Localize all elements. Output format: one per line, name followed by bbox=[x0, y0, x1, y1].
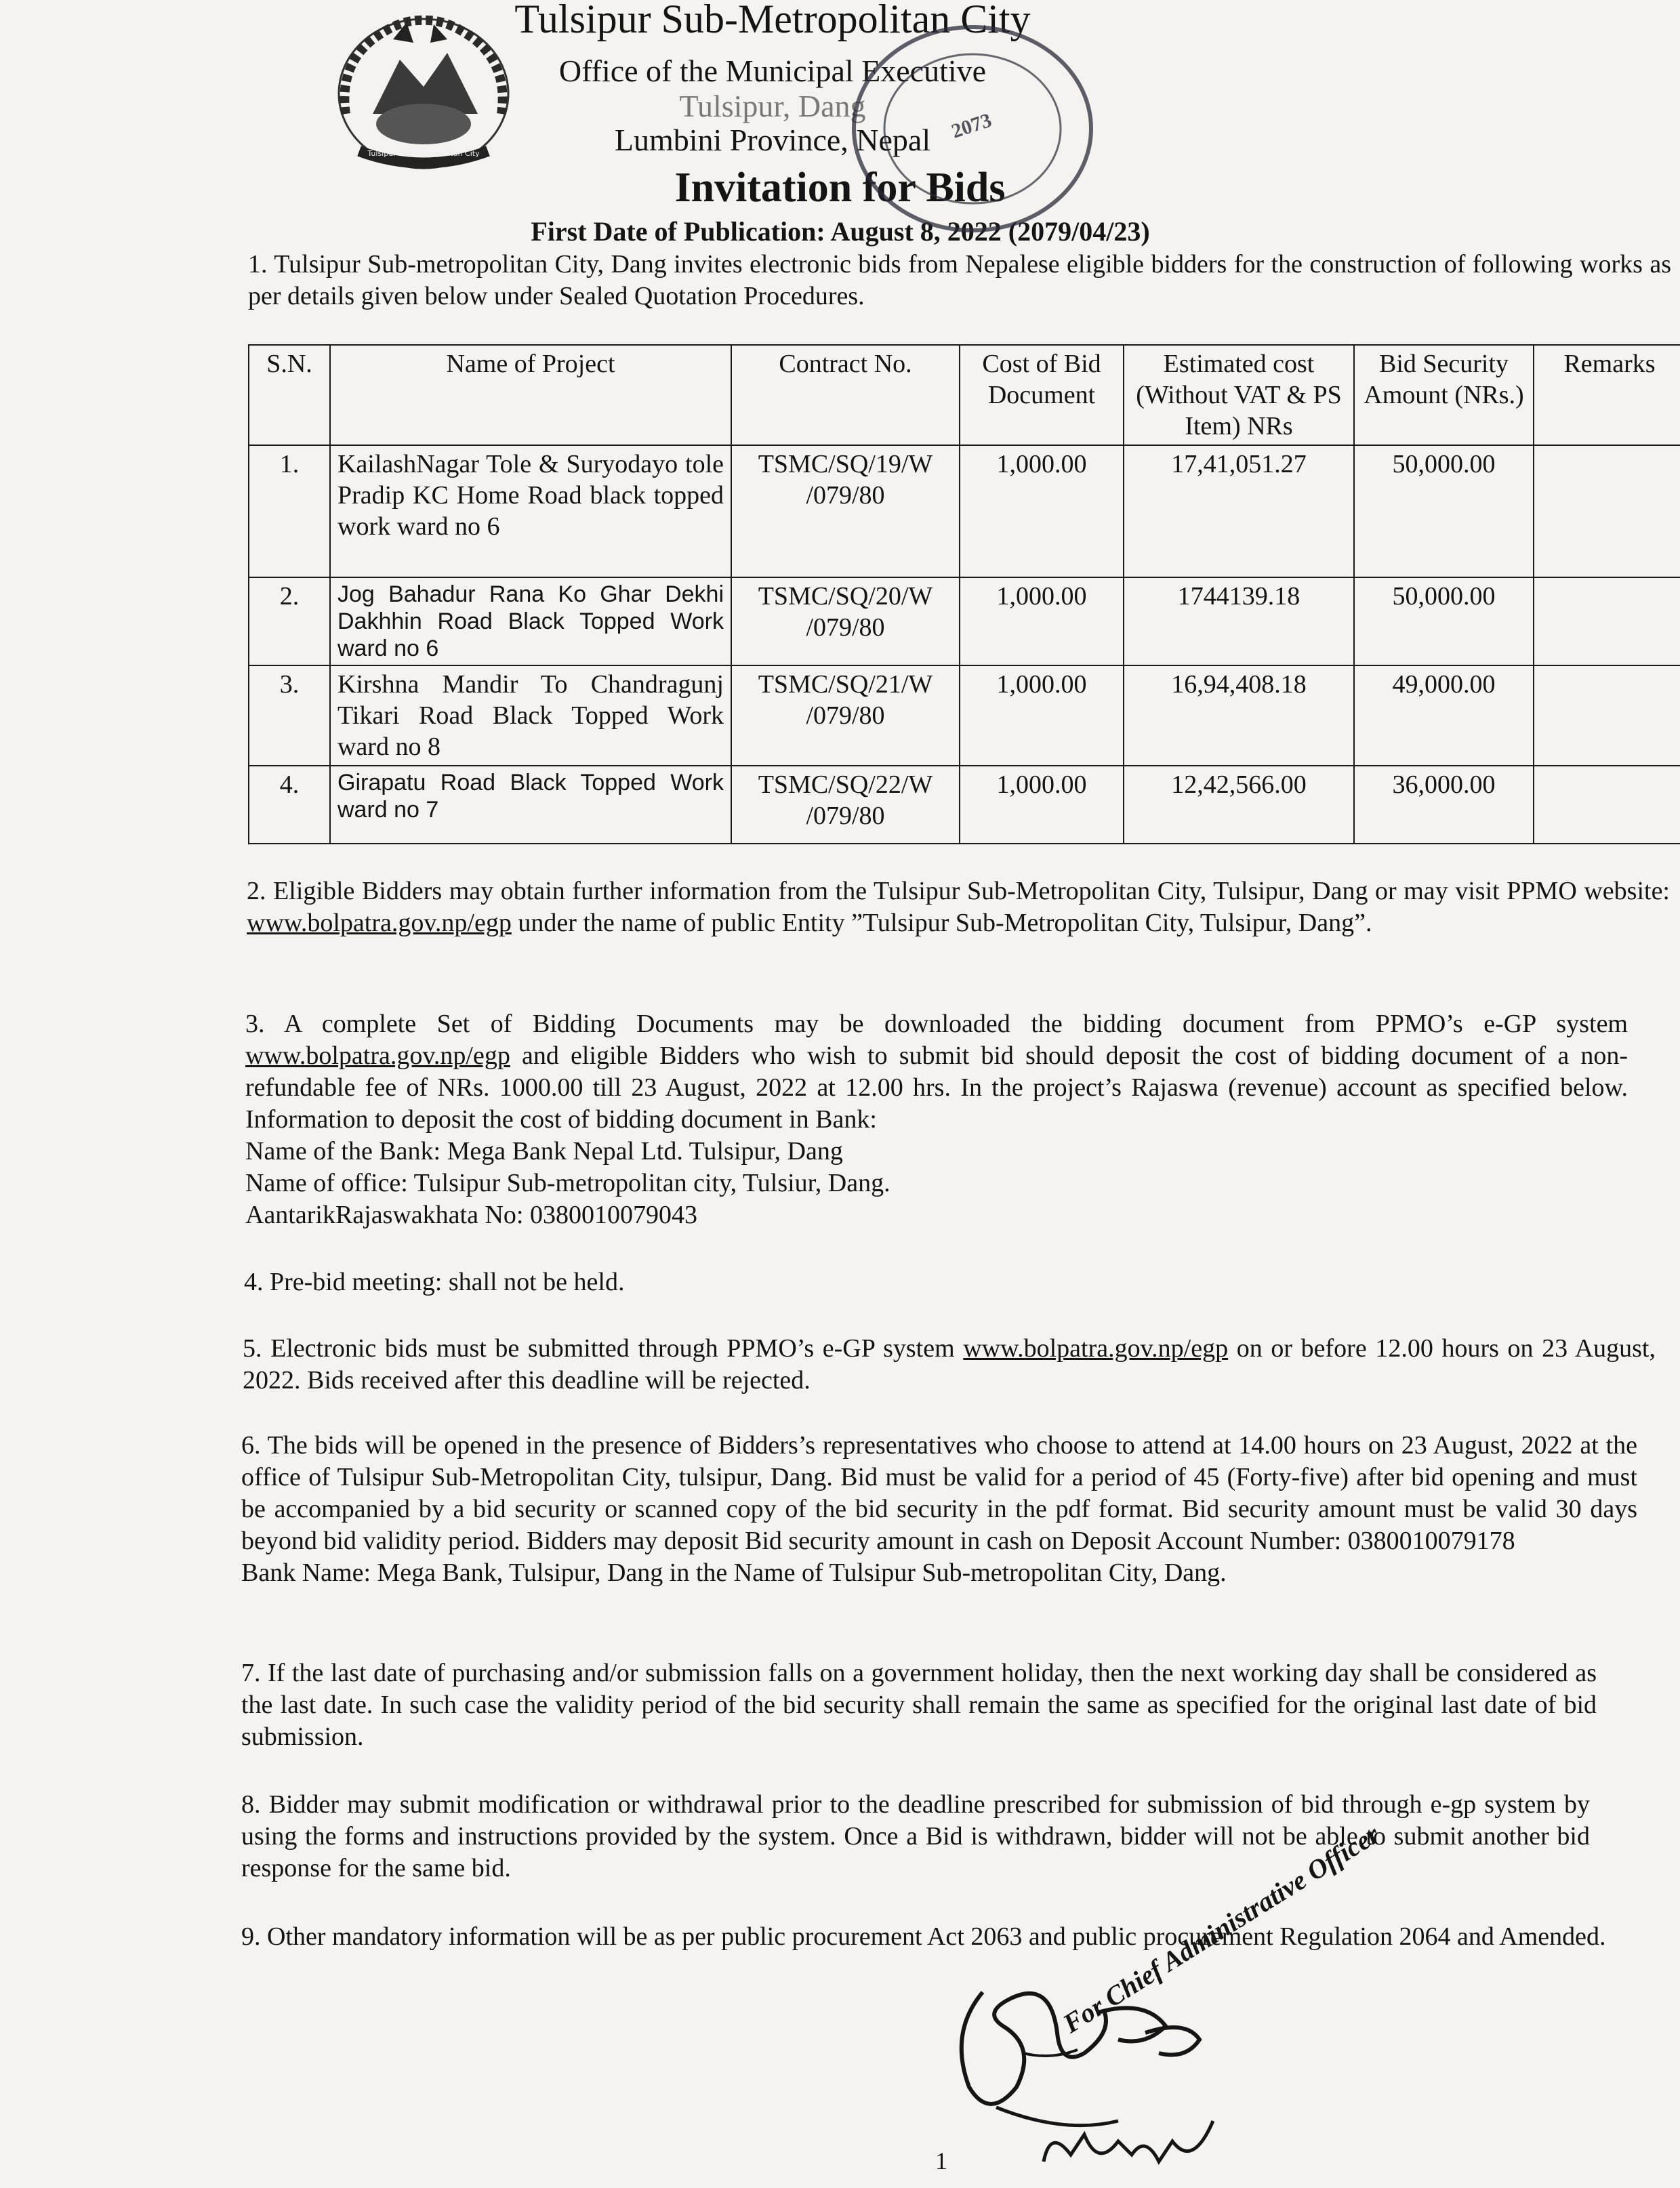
paragraph-8: 8. Bidder may submit modification or withdrawal prior to the deadline prescribed for submission of bid through e-gp system by using the forms and instructions provided by the system. Once a Bid is withdrawn, bidder will not be able to submit another bid response for the same bid. bbox=[241, 1790, 1590, 1882]
cell-project: Jog Bahadur Rana Ko Ghar Dekhi Dakhhin Road Black Topped Work ward no 6 bbox=[330, 577, 731, 665]
cell-contract: TSMC/SQ/22/W /079/80 bbox=[731, 766, 960, 844]
table-row bbox=[249, 665, 1680, 766]
cell-remarks bbox=[1534, 577, 1680, 665]
table-row bbox=[249, 577, 1680, 665]
table-row bbox=[249, 445, 1680, 577]
publication-date: First Date of Publication: August 8, 2022 (2079/04/23) bbox=[531, 216, 1150, 247]
cell-contract: TSMC/SQ/20/W /079/80 bbox=[731, 577, 960, 665]
cell-estimate: 1744139.18 bbox=[1124, 577, 1354, 665]
page-number: 1 bbox=[935, 2147, 947, 2174]
office-stamp-icon bbox=[813, 14, 1132, 244]
egp-link[interactable]: www.bolpatra.gov.np/egp bbox=[963, 1334, 1229, 1363]
cell-project: Girapatu Road Black Topped Work ward no 7 bbox=[330, 766, 731, 844]
intro-paragraph: 1. Tulsipur Sub-metropolitan City, Dang invites electronic bids from Nepalese eligible bidders for the construction of following works as per details given below under Sealed Quotation Procedures. bbox=[248, 250, 1671, 310]
cell-security: 50,000.00 bbox=[1354, 577, 1534, 665]
column-header-remarks: Remarks bbox=[1534, 345, 1680, 445]
cell-sn: 4. bbox=[249, 766, 330, 844]
cell-bid-cost: 1,000.00 bbox=[960, 445, 1124, 577]
bank-name-line: Name of the Bank: Mega Bank Nepal Ltd. Tulsipur, Dang bbox=[245, 1137, 843, 1165]
cell-estimate: 17,41,051.27 bbox=[1124, 445, 1354, 577]
cell-remarks bbox=[1534, 665, 1680, 766]
paragraph-2: 2. Eligible Bidders may obtain further information from the Tulsipur Sub-Metropolitan City, Tulsipur, Dang or may visit PPMO website: www.bolpatra.gov.np/egp under the name of public Entity ”Tulsipur Sub-Metropolitan City, Tulsipur, Dang”. bbox=[247, 877, 1670, 937]
stamp-number: 2073 bbox=[948, 108, 995, 143]
cell-remarks bbox=[1534, 766, 1680, 844]
egp-link[interactable]: www.bolpatra.gov.np/egp bbox=[245, 1041, 510, 1070]
cell-project: Kirshna Mandir To Chandragunj Tikari Road Black Topped Work ward no 8 bbox=[330, 665, 731, 766]
column-header-bid-cost: Cost of Bid Document bbox=[960, 345, 1124, 445]
paragraph-5: 5. Electronic bids must be submitted through PPMO’s e-GP system www.bolpatra.gov.np/egp on or before 12.00 hours on 23 August, 2022. Bids received after this deadline will be rejected. bbox=[243, 1334, 1656, 1395]
column-header-estimate: Estimated cost (Without VAT & PS Item) NRs bbox=[1124, 345, 1354, 445]
paragraph-9: 9. Other mandatory information will be as per public procurement Act 2063 and public procurement Regulation 2064 and Amended. bbox=[241, 1922, 1606, 1951]
cell-remarks bbox=[1534, 445, 1680, 577]
cell-contract: TSMC/SQ/19/W /079/80 bbox=[731, 445, 960, 577]
cell-sn: 1. bbox=[249, 445, 330, 577]
signatory-role: For Chief Administrative Officer bbox=[1057, 1819, 1385, 2040]
cell-security: 36,000.00 bbox=[1354, 766, 1534, 844]
office-location: Tulsipur, Dang bbox=[679, 89, 866, 123]
column-header-contract: Contract No. bbox=[731, 345, 960, 445]
column-header-security: Bid Security Amount (NRs.) bbox=[1354, 345, 1534, 445]
column-header-sn: S.N. bbox=[249, 345, 330, 445]
cell-contract: TSMC/SQ/21/W /079/80 bbox=[731, 665, 960, 766]
cell-estimate: 12,42,566.00 bbox=[1124, 766, 1354, 844]
province-line: Lumbini Province, Nepal bbox=[614, 123, 931, 157]
bid-security-bank-line: Bank Name: Mega Bank, Tulsipur, Dang in the Name of Tulsipur Sub-metropolitan City, Dang. bbox=[241, 1559, 1227, 1587]
cell-bid-cost: 1,000.00 bbox=[960, 766, 1124, 844]
paragraph-7: 7. If the last date of purchasing and/or submission falls on a government holiday, then the next working day shall be considered as the last date. In such case the validity period of the bid security shall remain the same as specified for the original last date of bid submission. bbox=[241, 1659, 1597, 1751]
revenue-account-line: AantarikRajaswakhata No: 0380010079043 bbox=[245, 1201, 697, 1229]
cell-sn: 3. bbox=[249, 665, 330, 766]
egp-link[interactable]: www.bolpatra.gov.np/egp bbox=[247, 909, 512, 937]
municipality-title: Tulsipur Sub-Metropolitan City bbox=[514, 0, 1031, 41]
bids-table bbox=[248, 344, 1680, 844]
cell-sn: 2. bbox=[249, 577, 330, 665]
paragraph-4: 4. Pre-bid meeting: shall not be held. bbox=[244, 1268, 625, 1296]
cell-project: KailashNagar Tole & Suryodayo tole Pradip KC Home Road black topped work ward no 6 bbox=[330, 445, 731, 577]
signature-icon bbox=[942, 1952, 1430, 2188]
cell-security: 50,000.00 bbox=[1354, 445, 1534, 577]
table-row bbox=[249, 766, 1680, 844]
paragraph-6: 6. The bids will be opened in the presence of Bidders’s representatives who choose to attend at 14.00 hours on 23 August, 2022 at the office of Tulsipur Sub-Metropolitan City, tulsipur, Dang. Bid must be valid for a period of 45 (Forty-five) after bid opening and must be accompanied by a bid security or scanned copy of the bid security in the pdf format. Bid security amount must be valid 30 days beyond bid validity period. Bidders may deposit Bid security amount in cash on Deposit Account Number: 0380010079178 Bank Name: Mega Bank, Tulsipur, Dang in the Name of Tulsipur Sub-metropolitan City, Dang. bbox=[241, 1430, 1637, 1589]
paragraph-3: 3. A complete Set of Bidding Documents may be downloaded the bidding document from PPMO’s e-GP system www.bolpatra.gov.np/egp and eligible Bidders who wish to submit bid should deposit the cost of bidding document of a non-refundable fee of NRs. 1000.00 till 23 August, 2022 at 12.00 hrs. In the project’s Rajaswa (revenue) account as specified below. Information to deposit the cost of bidding document in Bank: Name of the Bank: Mega Bank Nepal Ltd. Tulsipur, Dang Name of office: Tulsipur Sub-metropolitan city, Tulsiur, Dang. AantarikRajaswakhata No: 0380010079043 bbox=[245, 1008, 1628, 1231]
cell-estimate: 16,94,408.18 bbox=[1124, 665, 1354, 766]
cell-bid-cost: 1,000.00 bbox=[960, 577, 1124, 665]
table-header-row bbox=[249, 345, 1680, 445]
emblem-caption: Tulsipur Sub-Metropolitan City bbox=[367, 149, 480, 158]
notice-title: Invitation for Bids bbox=[674, 165, 1006, 211]
column-header-project: Name of Project bbox=[330, 345, 731, 445]
cell-security: 49,000.00 bbox=[1354, 665, 1534, 766]
office-name-line: Name of office: Tulsipur Sub-metropolitan city, Tulsiur, Dang. bbox=[245, 1169, 890, 1197]
cell-bid-cost: 1,000.00 bbox=[960, 665, 1124, 766]
office-name: Office of the Municipal Executive bbox=[558, 54, 987, 88]
